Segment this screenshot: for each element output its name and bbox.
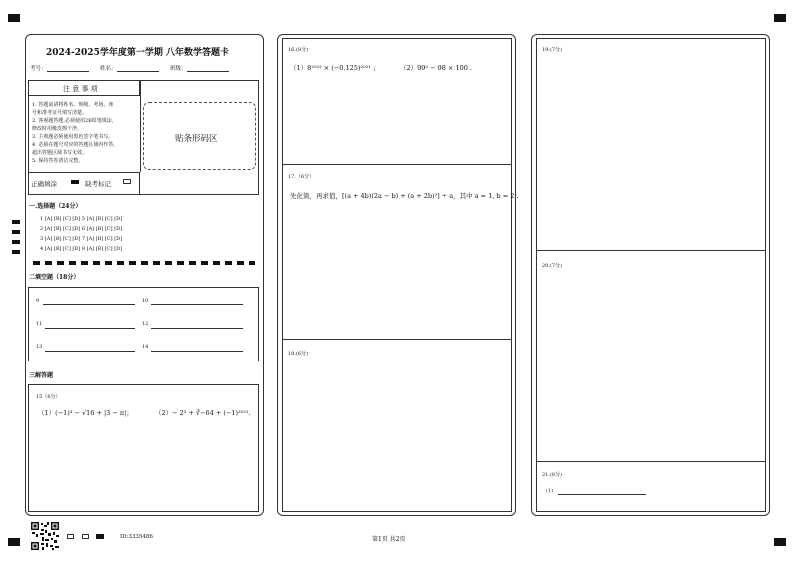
- exam-number-line: [47, 65, 89, 72]
- corner-marker-bottom-right: [774, 538, 786, 546]
- corner-marker-top-right: [774, 14, 786, 22]
- name-field[interactable]: [100, 64, 159, 72]
- exam-number-field[interactable]: [30, 64, 89, 72]
- section3-title: 三解答题: [29, 372, 54, 379]
- section-separator: [33, 261, 255, 265]
- notes-title: 注 意 事 项: [63, 85, 98, 93]
- correct-fill-sample: [71, 180, 79, 184]
- q18-label: 18.(6分): [288, 351, 309, 357]
- blank-9-line[interactable]: [43, 304, 135, 305]
- class-line: [187, 65, 229, 72]
- note-line: 超出答题区域书写无效。: [32, 150, 88, 156]
- choice-row[interactable]: 2 [A] [B] [C] [D] 6 [A] [B] [C] [D]: [40, 226, 123, 232]
- note-line: 3. 主观题必须使用黑色签字笔书写。: [32, 134, 114, 140]
- section1-title: 一.选择题（24分）: [29, 203, 82, 210]
- q18-answer-box[interactable]: [282, 340, 512, 512]
- blank-label: 10: [142, 298, 149, 304]
- blank-label: 14: [142, 344, 149, 350]
- q15-answer-box[interactable]: [28, 384, 259, 512]
- q20-label: 20.(7分): [542, 263, 563, 269]
- q21-part1-label: (1): [546, 488, 554, 494]
- q15-part1: （1）(−1)³ − √16 + |3 − π|；: [38, 409, 133, 417]
- q21-part1-line[interactable]: [558, 494, 646, 495]
- q20-answer-box[interactable]: [536, 251, 766, 462]
- q15-part2: （2）− 2³ + ∛−64 + (−1)²⁰²¹.: [155, 409, 251, 417]
- blank-label: 12: [142, 321, 149, 327]
- side-mark: [12, 250, 20, 254]
- q21-answer-box[interactable]: [536, 462, 766, 512]
- q19-answer-box[interactable]: [536, 38, 766, 251]
- side-mark: [12, 220, 20, 224]
- sheet-mark: [67, 534, 74, 539]
- blank-label: 13: [36, 344, 43, 350]
- q21-label: 21.(8分): [542, 472, 563, 478]
- q16-part2: （2）99² − 98 × 100 .: [400, 64, 472, 72]
- section2-title: 二填空题（18分）: [29, 274, 80, 281]
- notes-divider: [140, 80, 141, 172]
- corner-marker-top-left: [8, 14, 20, 22]
- absent-checkbox[interactable]: [123, 179, 131, 184]
- q16-part1: （1）8²⁰²² × (−0.125)²⁰²¹ ；: [290, 64, 380, 72]
- note-line: 号和准考证号填写清楚。: [32, 110, 88, 116]
- note-line: 2. 客观题答题,必须使用2B铅笔填涂,: [32, 118, 114, 124]
- qr-code: [30, 521, 60, 551]
- blank-12-line[interactable]: [151, 328, 243, 329]
- barcode-label: 贴条形码区: [175, 134, 218, 144]
- correct-fill-label: 正确填涂: [31, 180, 57, 188]
- page-title: 2024-2025学年度第一学期 八年数学答题卡: [46, 48, 229, 58]
- q15-label: 15（6分）: [36, 394, 61, 400]
- blank-label: 9: [36, 298, 40, 304]
- absent-label: 缺考标记: [85, 180, 111, 188]
- name-label: 姓名：: [100, 66, 117, 72]
- sheet-mark-filled: [96, 534, 104, 539]
- choice-row[interactable]: 3 [A] [B] [C] [D] 7 [A] [B] [C] [D]: [40, 236, 123, 242]
- note-line: 4. 必须在题号对应的答题区域内作答,: [32, 142, 115, 148]
- blank-13-line[interactable]: [45, 351, 135, 352]
- q16-label: 16.(8分): [288, 47, 309, 53]
- choice-row[interactable]: 4 [A] [B] [C] [D] 8 [A] [B] [C] [D]: [40, 246, 123, 252]
- note-line: 修改时用橡皮擦干净。: [32, 126, 83, 132]
- side-mark: [12, 240, 20, 244]
- page-number: 第1页 共2页: [372, 536, 406, 543]
- sheet-id: ID:3335486: [120, 534, 153, 540]
- class-label: 班级：: [170, 66, 187, 72]
- side-mark: [12, 230, 20, 234]
- sheet-mark: [82, 534, 89, 539]
- corner-marker-bottom-left: [8, 538, 20, 546]
- choice-row[interactable]: 1 [A] [B] [C] [D] 5 [A] [B] [C] [D]: [40, 216, 123, 222]
- note-line: 5. 保持答卷清洁完整。: [32, 158, 84, 164]
- exam-number-label: 考号：: [30, 66, 47, 72]
- q17-text: 先化简，再求值，[(a + 4b)(2a − b) + (a + 2b)²] ÷ a，其中 a = 1, b = 2 .: [290, 192, 519, 200]
- note-line: 1. 答题前请将姓名、班级、考场、座: [32, 102, 114, 108]
- q16-answer-box[interactable]: [282, 38, 512, 165]
- name-line: [117, 65, 159, 72]
- blank-11-line[interactable]: [45, 328, 135, 329]
- q17-label: 17.（6分）: [288, 174, 315, 180]
- blank-14-line[interactable]: [151, 351, 243, 352]
- blank-10-line[interactable]: [151, 304, 243, 305]
- blank-label: 11: [36, 321, 43, 327]
- q19-label: 19.(7分): [542, 47, 563, 53]
- class-field[interactable]: [170, 64, 229, 72]
